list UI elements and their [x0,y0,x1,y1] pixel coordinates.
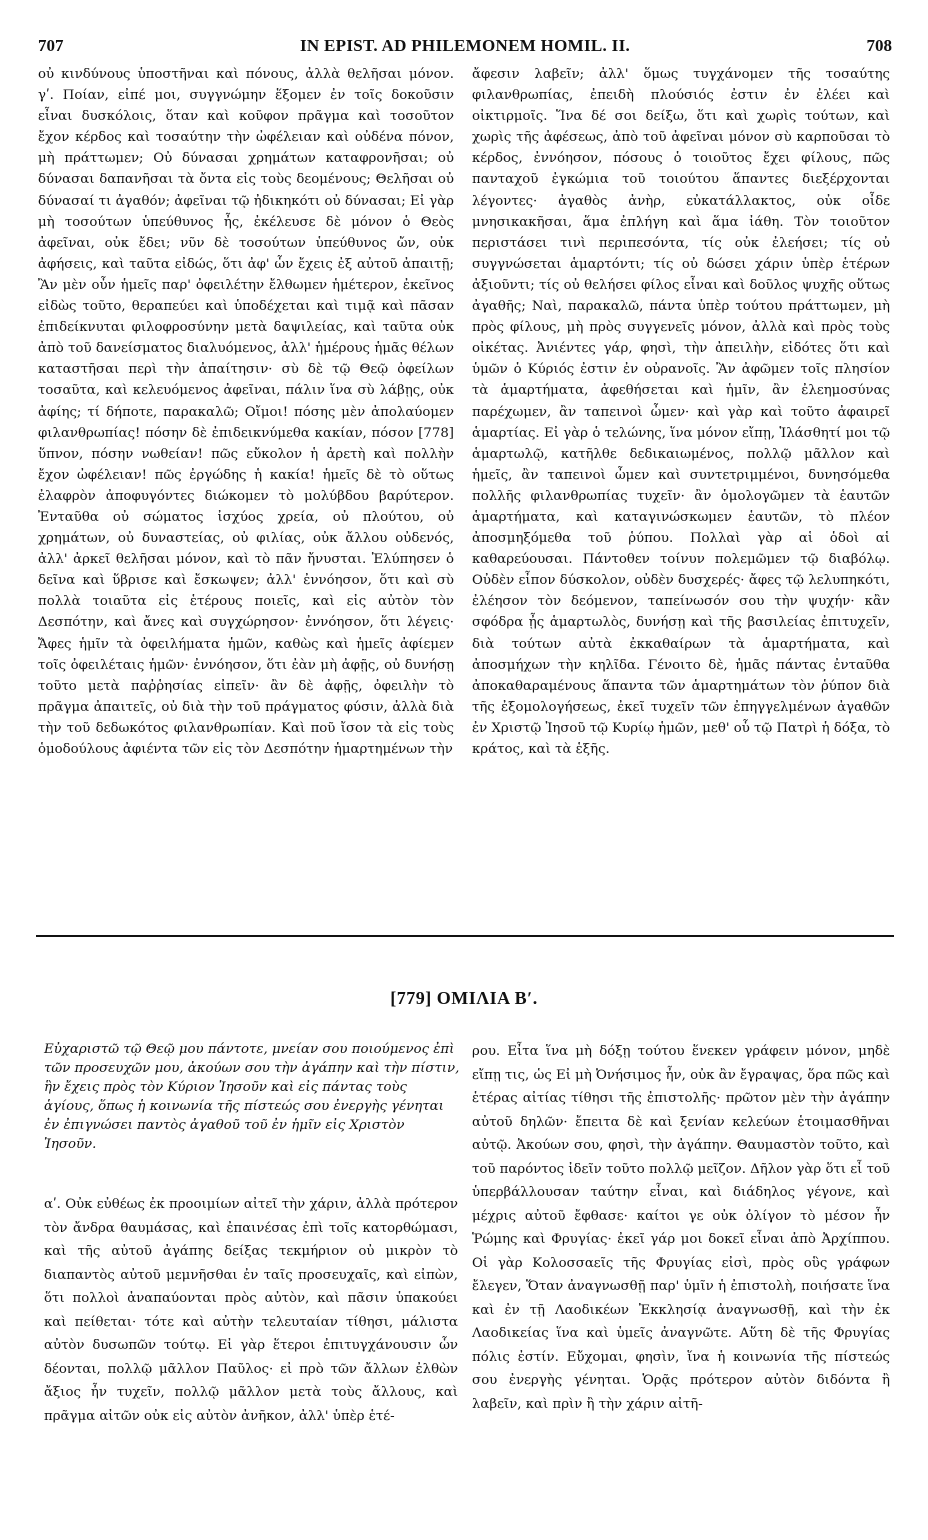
top-left-column [38,64,454,760]
page-number-right: 708 [866,36,892,55]
homily-heading: [779] ΟΜΙΛΙΑ Βʹ. [390,988,538,1008]
bottom-left-column [44,1193,458,1428]
scripture-quote: Εὐχαριστῶ τῷ Θεῷ μου πάντοτε, μνείαν σου ποιούμενος ἐπὶ τῶν προσευχῶν μου, ἀκούων σου τὴν ἀγάπην καὶ τὴν πίστιν, ἣν ἔχεις πρὸς τὸν Κύριον Ἰησοῦν καὶ εἰς πάντας τοὺς ἁγίους, ὅπως ἡ κοινωνία τῆς πίστεώς σου ἐνεργὴς γένηται ἐν ἐπιγνώσει παντὸς ἀγαθοῦ τοῦ ἐν ἡμῖν εἰς Χριστὸν Ἰησοῦν. [44,1042,460,1152]
running-header [38,36,892,60]
scripture-block [44,1040,460,1154]
bottom-left-text: αʹ. Οὐκ εὐθέως ἐκ προοιμίων αἰτεῖ τὴν χάριν, ἀλλὰ πρότερον τὸν ἄνδρα θαυμάσας, καὶ ἐπαινέσας ἐπὶ τοῖς κατορθώμασι, καὶ τῆς αὐτοῦ ἀγάπης δείξας τεκμήριον οὐ μικρὸν τὸ διαπαντὸς αὐτοῦ μεμνῆσθαι ἐν ταῖς προσευχαῖς, καὶ εἰπὼν, ὅτι πολλοὶ ἀναπαύονται πρὸς αὐτὸν, καὶ πᾶσιν ὑπακούει καὶ πείθεται· τότε καὶ αὐτὴν τελευταίαν τίθησι, μάλιστα αὐτὸν δυσωπῶν τούτῳ. Εἰ γὰρ ἕτεροι ἐπιτυγχάνουσιν ὧν δέονται, πολλῷ μᾶλλον Παῦλος· εἰ πρὸ τῶν ἄλλων ἐλθὼν ἄξιος ἦν τυχεῖν, πολλῷ μᾶλλον μετὰ τοὺς ἄλλους, καὶ πρᾶγμα αἰτῶν οὐκ εἰς αὐτὸν ἀνῆκον, ἀλλ' ὑπὲρ ἑτέ- [44,1197,458,1424]
running-title: IN EPIST. AD PHILEMONEM HOMIL. II. [299,36,631,55]
bottom-right-column [472,1040,890,1416]
page-number-left: 707 [38,36,64,55]
top-right-text: ἄφεσιν λαβεῖν; ἀλλ' ὅμως τυγχάνομεν τῆς τοσαύτης φιλανθρωπίας, ἐπειδὴ πλούσιός ἐστιν ἐν ἐλέει καὶ οἰκτιρμοῖς. Ἵνα δέ σοι δείξω, ὅτι καὶ χωρὶς τούτων, καὶ χωρὶς τῆς ἀφέσεως, ἀπὸ τοῦ ἀφεῖναι μόνον σὺ καρποῦσαι τὸ κέρδος, ἐννόησον, πόσους ὁ τοιοῦτος ἔχει φίλους, πῶς πανταχοῦ ἐγκώμια τοῦ τοιούτου ἅπαντες διεξέρχονται λέγοντες· ἀγαθὸς ἀνὴρ, εὐκατάλλακτος, οὐκ οἶδε μνησικακῆσαι, ἅμα ἐπλήγη καὶ ἅμα ἰάθη. Τὸν τοιοῦτον περιστάσει τινὶ περιπεσόντα, τίς οὐκ ἐλεήσει; τίς οὐ συγγνώσεται ἁμαρτόντι; τίς οὐ δώσει χάριν ὑπὲρ ἑτέρων ἀξιοῦντι; τίς οὐ θελήσει φίλος εἶναι καὶ δοῦλος ψυχῆς οὕτως ἀγαθῆς; Ναὶ, παρακαλῶ, πάντα ὑπὲρ τούτου πράττωμεν, μὴ πρὸς φίλους, μὴ πρὸς συγγενεῖς μόνον, ἀλλὰ καὶ πρὸς τοὺς οἰκέτας. Ἀνιέντες γάρ, φησὶ, τὴν ἀπειλὴν, εἰδότες ὅτι καὶ ὑμῶν ὁ Κύριός ἐστιν ἐν οὐρανοῖς. Ἂν ἀφῶμεν τοῖς πλησίον τὰ ἁμαρτήματα, ἀφεθήσεται καὶ ἡμῖν, ἂν ἐλεημοσύνας παρέχωμεν, ἂν ταπεινοὶ ὦμεν· καὶ γὰρ καὶ τοῦτο ἀφαιρεῖ ἁμαρτίας. Εἰ γὰρ ὁ τελώνης, ἵνα μόνον εἴπῃ, Ἱλάσθητί μοι τῷ ἁμαρτωλῷ, κατῆλθε δεδικαιωμένος, πολλῷ μᾶλλον καὶ ἡμεῖς, ἂν ταπεινοὶ ὦμεν καὶ συντετριμμένοι, δυνησόμεθα πολλῆς φιλανθρωπίας τυχεῖν· ἂν ὁμολογῶμεν τὰ ἑαυτῶν ἁμαρτήματα, καὶ καταγινώσκωμεν ἑαυτῶν, τὸ πλέον ἀποσμηξόμεθα τοῦ ῥύπου. Πολλαὶ γὰρ αἱ ὁδοὶ αἱ καθαρεύουσαι. Πάντοθεν τοίνυν πολεμῶμεν τῷ διαβόλῳ. Οὐδὲν εἶπον δύσκολον, οὐδὲν δυσχερές· ἄφες τῷ λελυπηκότι, ἐλέησον τὸν δεόμενον, ταπείνωσόν σου τὴν ψυχήν· κἂν σφόδρα ᾖς ἁμαρτωλὸς, δυνήσῃ καὶ τῆς βασιλείας ἐπιτυχεῖν, διὰ τούτων αὐτὰ ἐκκαθαίρων τὰ ἁμαρτήματα, καὶ ἀποσμήχων τὴν κηλῖδα. Γένοιτο δὲ, ἡμᾶς πάντας ἐνταῦθα ἀποκαθαραμένους ἅπαντα τῶν ἁμαρτημάτων τὸν ῥύπον διὰ τῆς ἐξομολογήσεως, ἐκεῖ τυχεῖν τῶν ἐπηγγελμένων ἀγαθῶν ἐν Χριστῷ Ἰησοῦ τῷ Κυρίῳ ἡμῶν, μεθ' οὗ τῷ Πατρὶ ἡ δόξα, τὸ κράτος, καὶ τὰ ἑξῆς. [472,67,890,757]
top-left-text: οὐ κινδύνους ὑποστῆναι καὶ πόνους, ἀλλὰ θελῆσαι μόνον. γʹ. Ποίαν, εἰπέ μοι, συγγνώμην ἕξομεν ἐν τοῖς δοκοῦσιν εἶναι δυσκόλοις, ὅταν καὶ κοῦφον πρᾶγμα καὶ τοσοῦτον ἔχον κέρδος καὶ τοσαύτην τὴν ὠφέλειαν καὶ οὐδένα πόνον, μὴ πράττωμεν; Οὐ δύνασαι χρημάτων καταφρονῆσαι; οὐ δύνασαι δαπανῆσαι τὰ ὄντα εἰς τοὺς δεομένους; Θελῆσαι οὐ δύνασαί τι ἀγαθόν; ἀφεῖναι τῷ ἠδικηκότι οὐ δύνασαι; Εἰ γὰρ μὴ τοσούτων ὑπεύθυνος ἦς, ἐκέλευσε δὲ μόνον ὁ Θεὸς ἀφεῖναι, οὐκ ἔδει; νῦν δὲ τοσούτων ὑπεύθυνος ὤν, οὐκ ἀφήσεις, καὶ ταῦτα εἰδώς, ὅτι ἀφ' ὧν ἔχεις ἐξ αὐτοῦ ἀπαιτῇ; Ἂν μὲν οὖν ἡμεῖς παρ' ὀφειλέτην ἔλθωμεν ἡμέτερον, ἐκεῖνος εἰδὼς τοῦτο, θεραπεύει καὶ ὑποδέχεται καὶ τιμᾷ καὶ πᾶσαν ἐπιδείκνυται φιλοφροσύνην μετὰ δαψιλείας, καὶ ταῦτα οὐκ ἀπὸ τοῦ δανείσματος διαλυόμενος, ἀλλ' ἡμέρους ἡμᾶς θέλων καταστῆσαι περὶ τὴν ἀπαίτησιν· σὺ δὲ τῷ Θεῷ ὀφείλων τοσαῦτα, καὶ κελευόμενος ἀφεῖναι, πάλιν ἵνα σὺ λάβῃς, οὐκ ἀφίης; τί δήποτε, παρακαλῶ; Οἴμοι! πόσης μὲν ἀπολαύομεν φιλανθρωπίας! πόσην δὲ ἐπιδεικνύμεθα κακίαν, πόσον [778] ὕπνον, πόσην νωθείαν! πῶς εὔκολον ἡ ἀρετὴ καὶ πολλὴν ἔχον ὠφέλειαν! πῶς ἐργώδης ἡ κακία! ἡμεῖς δὲ τὸ οὕτως ἐλαφρὸν ἀποφυγόντες διώκομεν τὸ μολύβδου βαρύτερον. Ἐνταῦθα οὐ σώματος ἰσχύος χρεία, οὐ πλούτου, οὐ χρημάτων, οὐ δυναστείας, οὐ φιλίας, οὐκ ἄλλου οὐδενός, ἀλλ' ἀρκεῖ θελῆσαι μόνον, καὶ τὸ πᾶν ἤνυσται. Ἐλύπησεν ὁ δεῖνα καὶ ὕβρισε καὶ ἔσκωψεν; ἀλλ' ἐννόησον, ὅτι καὶ σὺ πολλὰ τοιαῦτα εἰς ἑτέρους ποιεῖς, καὶ εἰς αὐτὸν τὸν Δεσπότην, καὶ ἄνες καὶ συγχώρησον· ἐννόησον, ὅτι λέγεις· Ἄφες ἡμῖν τὰ ὀφειλήματα ἡμῶν, καθὼς καὶ ἡμεῖς ἀφίεμεν τοῖς ὀφειλέταις ἡμῶν· ἐννόησον, ὅτι ἐὰν μὴ ἀφῇς, οὐ δυνήσῃ τοῦτο μετὰ παῤῥησίας εἰπεῖν· ἂν δὲ ἀφῇς, ὀφειλὴν τὸ πρᾶγμα ἀπαιτεῖς, οὐ διὰ τὴν τοῦ πράγματος φύσιν, ἀλλὰ διὰ τὴν τοῦ δεδωκότος φιλανθρωπίαν. Καὶ ποῦ ἴσον τὰ εἰς τοὺς ὁμοδούλους ἀφιέντα τῶν εἰς τὸν Δεσπότην ἡμαρτημένων τὴν [38,67,454,757]
section-divider [36,935,894,937]
bottom-right-text: ρου. Εἶτα ἵνα μὴ δόξῃ τούτου ἕνεκεν γράφειν μόνον, μηδὲ εἴπῃ τις, ὡς Εἰ μὴ Ὀνήσιμος ἦν, οὐκ ἂν ἔγραψας, ὅρα πῶς καὶ ἑτέρας αἰτίας τίθησι τῆς ἐπιστολῆς· πρῶτον μὲν τὴν ἀγάπην αὐτοῦ δηλῶν· ἔπειτα δὲ καὶ ξενίαν κελεύων ἑτοιμασθῆναι αὐτῷ. Ἀκούων σου, φησὶ, τὴν ἀγάπην. Θαυμαστὸν τοῦτο, καὶ τοῦ παρόντος ἰδεῖν τοῦτο πολλῷ μεῖζον. Δῆλον γὰρ ὅτι εἶ τοῦ ὑπερβάλλουσαν ταύτην εἶναι, καὶ διάδηλος γέγονε, καὶ μέχρις αὐτοῦ ἔφθασε· καίτοι γε οὐκ ὀλίγον τὸ μέσον ἦν Ῥώμης καὶ Φρυγίας· ἐκεῖ γάρ μοι δοκεῖ εἶναι ἀπὸ Ἀρχίππου. Οἱ γὰρ Κολοσσαεῖς τῆς Φρυγίας εἰσὶ, πρὸς οὓς γράφων ἔλεγεν, Ὅταν ἀναγνωσθῇ παρ' ὑμῖν ἡ ἐπιστολὴ, ποιήσατε ἵνα καὶ ἐν τῇ Λαοδικέων Ἐκκλησίᾳ ἀναγνωσθῇ, καὶ τὴν ἐκ Λαοδικείας ἵνα καὶ ὑμεῖς ἀναγνῶτε. Αὕτη δὲ τῆς Φρυγίας πόλις ἐστίν. Εὔχομαι, φησὶν, ἵνα ἡ κοινωνία τῆς πίστεώς σου ἐνεργὴς γένηται. Ὁρᾷς πρότερον αὐτὸν διδόντα ἢ λαβεῖν, καὶ πρὶν ἢ τὴν χάριν αἰτῆ- [472,1044,891,1412]
top-right-column [472,64,890,760]
